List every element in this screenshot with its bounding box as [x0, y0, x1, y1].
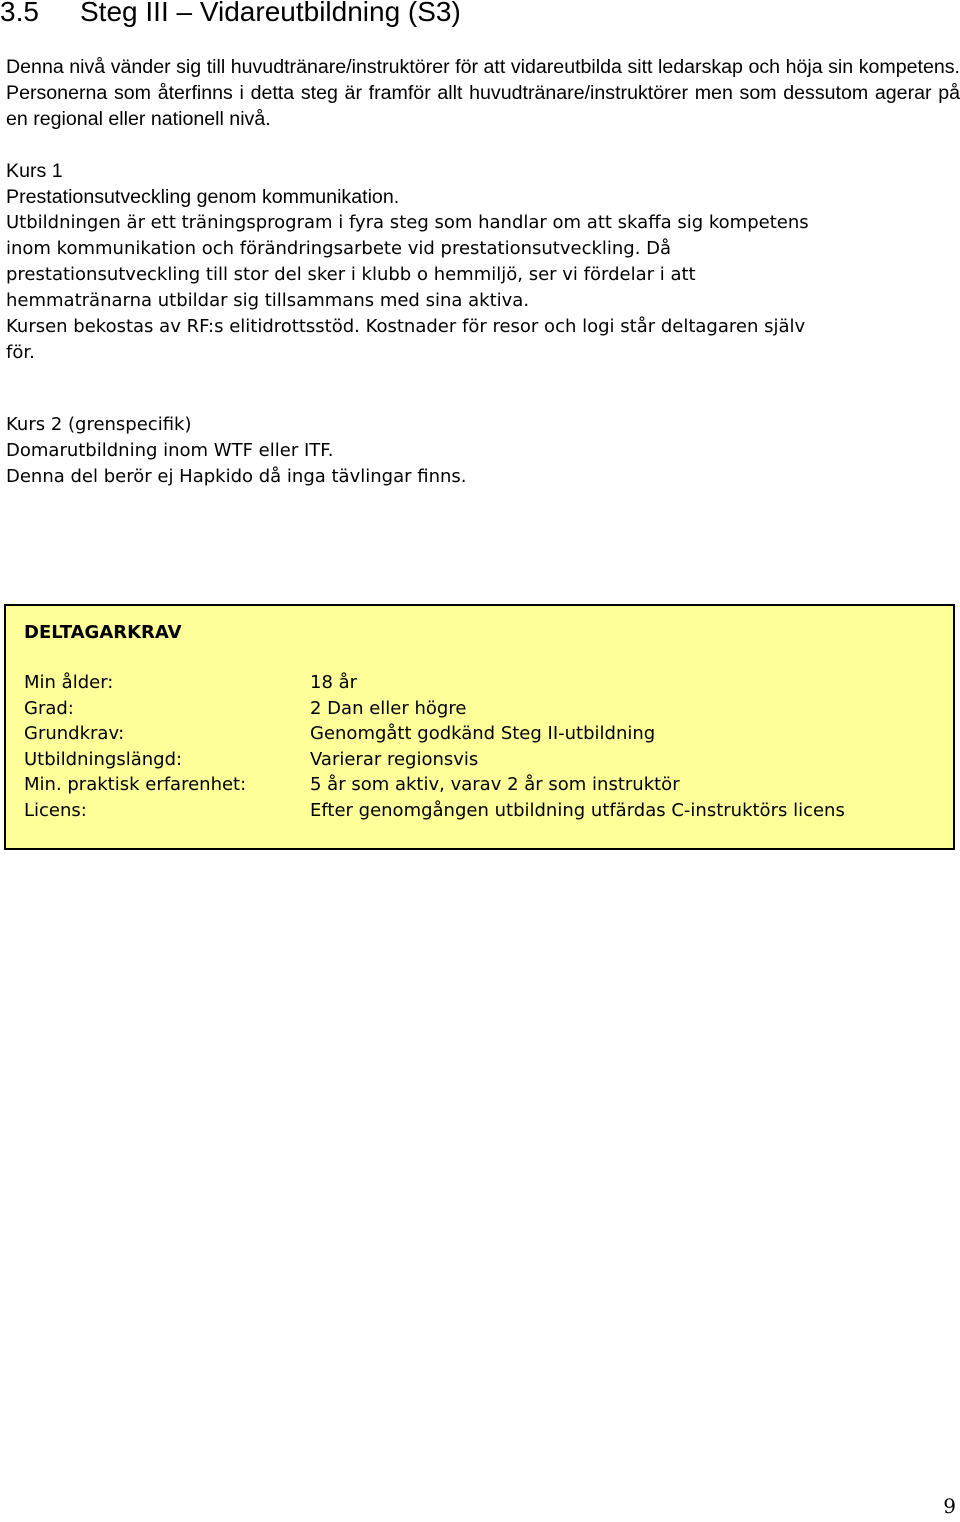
requirements-title: DELTAGARKRAV: [24, 622, 182, 643]
section-title: Steg III – Vidareutbildning (S3): [80, 0, 461, 27]
requirement-row: [24, 747, 845, 773]
requirement-row: [24, 772, 845, 798]
requirement-label: Grundkrav:: [24, 723, 125, 745]
requirement-row: [24, 721, 845, 747]
requirements-box: [4, 604, 955, 850]
section-heading: [0, 0, 461, 29]
kurs2-section: [6, 412, 467, 490]
requirement-row: [24, 798, 845, 824]
kurs1-line: Utbildningen är ett träningsprogram i fyra steg som handlar om att skaffa sig kompetens: [6, 212, 809, 233]
page-number: 9: [943, 1494, 956, 1518]
requirement-row: [24, 670, 845, 696]
requirement-label: Grad:: [24, 697, 74, 719]
requirement-row: [24, 696, 845, 722]
requirement-value: Efter genomgången utbildning utfärdas C-instruktörs licens: [310, 799, 845, 821]
kurs1-line: för.: [6, 342, 35, 363]
requirement-label: Licens:: [24, 799, 87, 821]
requirements-list: [24, 670, 845, 824]
requirement-label: Min. praktisk erfarenhet:: [24, 774, 247, 796]
section-number: 3.5: [0, 0, 39, 27]
kurs2-note: Denna del berör ej Hapkido då inga tävlingar finns.: [6, 466, 467, 487]
kurs2-title: Domarutbildning inom WTF eller ITF.: [6, 440, 334, 461]
kurs1-title: Prestationsutveckling genom kommunikation.: [6, 186, 400, 208]
requirement-value: 18 år: [310, 672, 358, 693]
requirement-label: Utbildningslängd:: [24, 748, 183, 770]
requirement-value: Varierar regionsvis: [310, 748, 479, 770]
kurs1-line: prestationsutveckling till stor del sker i klubb o hemmiljö, ser vi fördelar i att: [6, 264, 696, 285]
intro-paragraph: Denna nivå vänder sig till huvudtränare/instruktörer för att vidareutbilda sitt ledarskap och höja sin kompetens. Personerna som återfinns i detta steg är framför allt huvudtränare/instruktörer men som dessutom agerar på en regional eller nationell nivå.: [6, 56, 960, 130]
kurs1-label: Kurs 1: [6, 160, 63, 182]
kurs1-line: hemmatränarna utbildar sig tillsammans med sina aktiva.: [6, 290, 530, 311]
requirement-value: Genomgått godkänd Steg II-utbildning: [310, 723, 656, 745]
kurs1-line: Kursen bekostas av RF:s elitidrottsstöd. Kostnader för resor och logi står deltagaren själv: [6, 316, 806, 337]
kurs1-section: [6, 158, 960, 366]
kurs1-line: inom kommunikation och förändringsarbete vid prestationsutveckling. Då: [6, 238, 672, 259]
requirement-value: 2 Dan eller högre: [310, 697, 467, 719]
requirement-label: Min ålder:: [24, 672, 114, 693]
kurs2-label: Kurs 2 (grenspecifik): [6, 414, 192, 435]
requirement-value: 5 år som aktiv, varav 2 år som instruktör: [310, 774, 680, 796]
